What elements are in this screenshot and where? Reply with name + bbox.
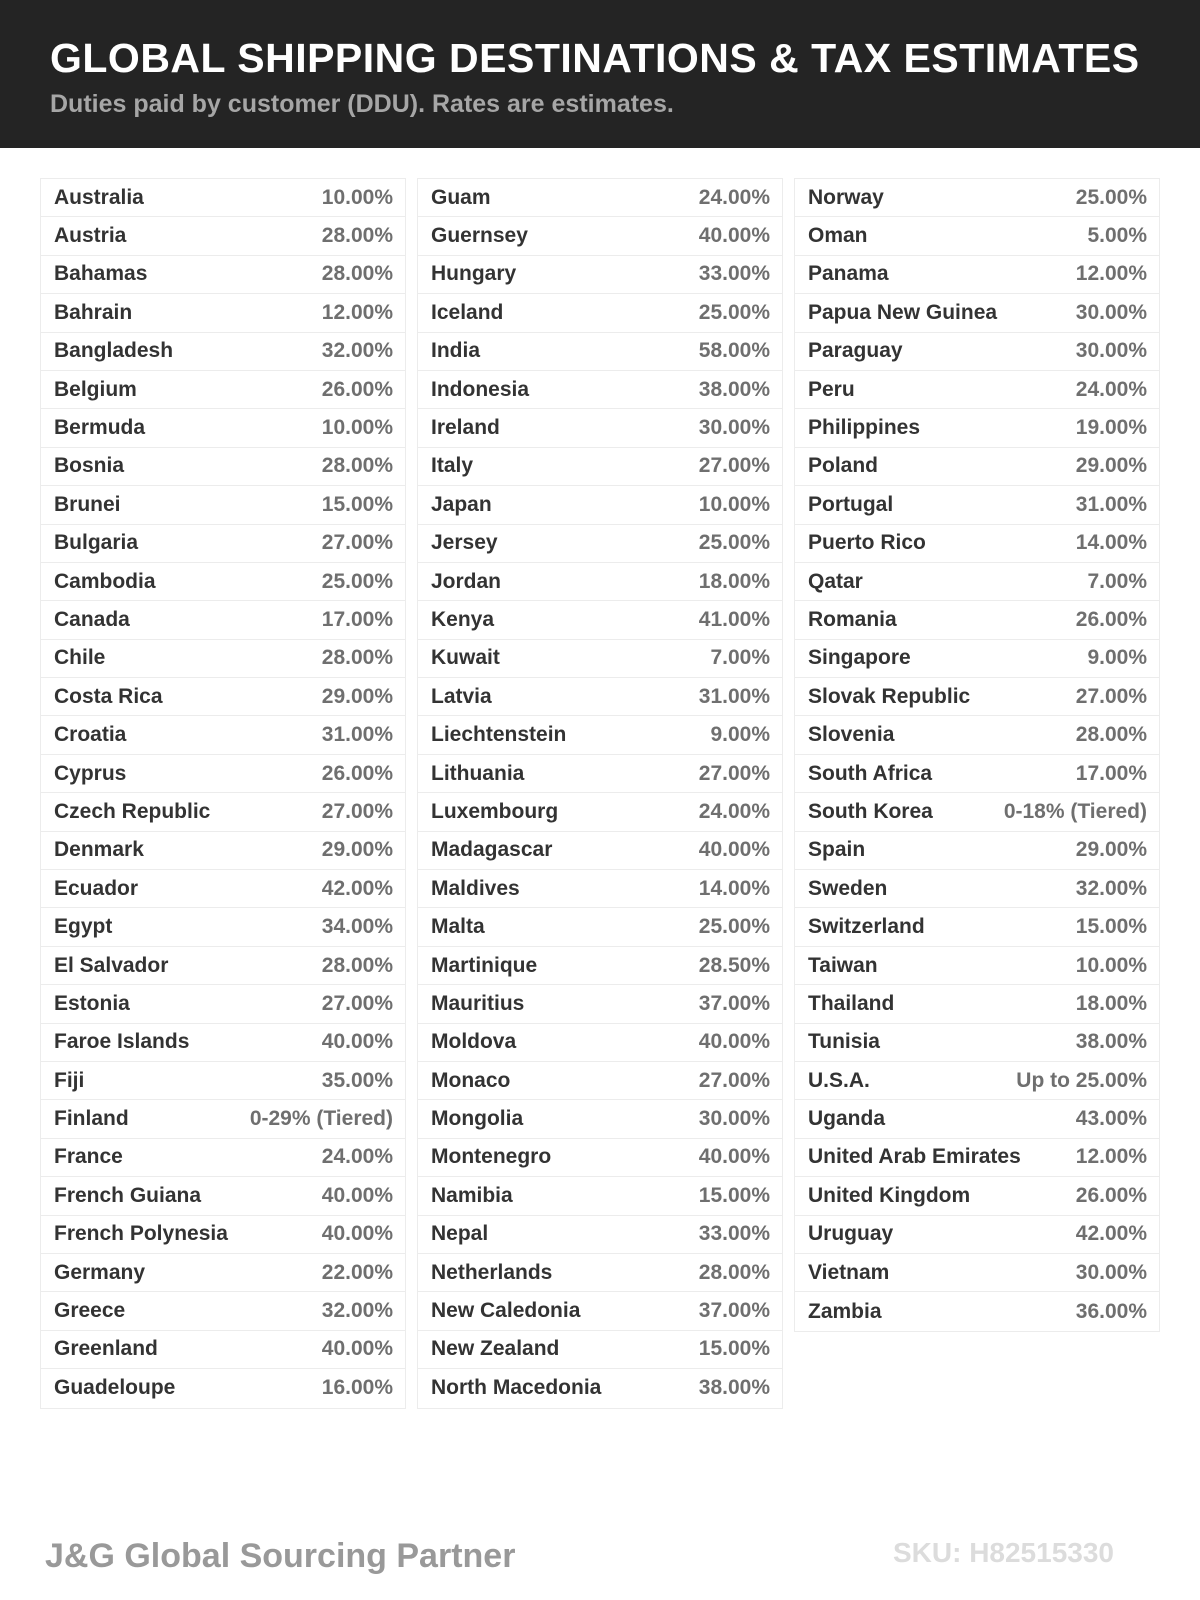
country-name: Austria (54, 224, 127, 248)
table-row (41, 793, 405, 831)
tax-rate: 40.00% (321, 1030, 393, 1054)
brand-footer: J&G Global Sourcing Partner (45, 1537, 516, 1575)
tax-rate: 29.00% (321, 838, 393, 862)
table-row (795, 1139, 1159, 1177)
country-name: Paraguay (808, 339, 903, 363)
country-name: Sweden (808, 876, 888, 900)
tax-rate: 28.00% (321, 262, 393, 286)
tax-rate: 9.00% (1087, 646, 1147, 670)
tax-rate: 34.00% (321, 915, 393, 939)
country-name: India (431, 339, 481, 363)
header-banner (0, 0, 1200, 148)
tax-rate: 40.00% (698, 1030, 770, 1054)
country-name: Vietnam (808, 1260, 890, 1284)
country-name: Thailand (808, 991, 895, 1015)
table-row (41, 601, 405, 639)
tax-rate: 30.00% (1075, 1260, 1147, 1284)
tax-rate: 24.00% (321, 1145, 393, 1169)
country-name: Taiwan (808, 953, 878, 977)
tax-rate: 27.00% (321, 799, 393, 823)
country-name: Peru (808, 377, 855, 401)
country-name: Italy (431, 454, 474, 478)
country-name: Germany (54, 1260, 146, 1284)
country-name: Madagascar (431, 838, 553, 862)
tax-rate: 9.00% (710, 723, 770, 747)
table-row (795, 755, 1159, 793)
table-row (795, 1254, 1159, 1292)
tax-rate: 0-18% (Tiered) (1003, 799, 1147, 823)
table-row (795, 678, 1159, 716)
country-name: Luxembourg (431, 799, 559, 823)
table-row (795, 716, 1159, 754)
table-row (795, 256, 1159, 294)
country-name: Bosnia (54, 454, 125, 478)
country-name: U.S.A. (808, 1068, 870, 1092)
tax-rate: 10.00% (1075, 953, 1147, 977)
country-name: France (54, 1145, 123, 1169)
table-row (41, 1177, 405, 1215)
table-row (41, 1254, 405, 1292)
table-row (418, 793, 782, 831)
table-row (41, 1062, 405, 1100)
country-name: Cambodia (54, 569, 156, 593)
tax-rate: 17.00% (1075, 761, 1147, 785)
tax-rate: 40.00% (698, 224, 770, 248)
table-row (795, 179, 1159, 217)
table-row (41, 563, 405, 601)
table-row (795, 1177, 1159, 1215)
rates-table (0, 148, 1200, 1409)
country-name: Mauritius (431, 991, 525, 1015)
tax-rate: 40.00% (321, 1183, 393, 1207)
table-row (41, 448, 405, 486)
table-row (418, 409, 782, 447)
table-row (41, 1292, 405, 1330)
table-row (795, 217, 1159, 255)
rates-column-3 (794, 178, 1160, 1332)
table-row (795, 1292, 1159, 1330)
table-row (41, 294, 405, 332)
country-name: Moldova (431, 1030, 517, 1054)
tax-rate: 28.00% (698, 1260, 770, 1284)
country-name: Maldives (431, 876, 520, 900)
table-row (41, 333, 405, 371)
table-row (41, 217, 405, 255)
table-row (41, 947, 405, 985)
country-name: Mongolia (431, 1107, 524, 1131)
tax-rate: 40.00% (698, 1145, 770, 1169)
tax-rate: 40.00% (698, 838, 770, 862)
table-row (795, 486, 1159, 524)
country-name: Latvia (431, 684, 492, 708)
tax-rate: 38.00% (698, 377, 770, 401)
country-name: Jordan (431, 569, 502, 593)
table-row (41, 640, 405, 678)
table-row (418, 716, 782, 754)
table-row (795, 333, 1159, 371)
tax-rate: 10.00% (321, 416, 393, 440)
tax-rate: 32.00% (321, 1299, 393, 1323)
tax-rate: 38.00% (698, 1376, 770, 1400)
tax-rate: 28.00% (321, 646, 393, 670)
table-row (795, 870, 1159, 908)
table-row (795, 294, 1159, 332)
table-row (41, 1369, 405, 1407)
sku-label: SKU: H82515330 (892, 1537, 1114, 1568)
rates-column-1 (40, 178, 406, 1409)
table-row (41, 678, 405, 716)
country-name: Denmark (54, 838, 144, 862)
country-name: Martinique (431, 953, 538, 977)
table-row (795, 947, 1159, 985)
tax-rate: 27.00% (321, 531, 393, 555)
tax-rate: 35.00% (321, 1068, 393, 1092)
country-name: Ireland (431, 416, 500, 440)
tax-rate: 31.00% (698, 684, 770, 708)
tax-rate: 29.00% (321, 684, 393, 708)
country-name: Croatia (54, 723, 127, 747)
tax-rate: 58.00% (698, 339, 770, 363)
tax-rate: 15.00% (698, 1183, 770, 1207)
table-row (418, 371, 782, 409)
country-name: French Guiana (54, 1183, 202, 1207)
table-row (795, 525, 1159, 563)
country-name: Norway (808, 185, 884, 209)
country-name: Canada (54, 607, 130, 631)
tax-rate: 19.00% (1075, 416, 1147, 440)
tax-rate: 30.00% (698, 416, 770, 440)
country-name: New Zealand (431, 1337, 560, 1361)
table-row (795, 409, 1159, 447)
country-name: Romania (808, 607, 897, 631)
table-row (418, 1216, 782, 1254)
table-row (418, 256, 782, 294)
tax-rate: 10.00% (698, 492, 770, 516)
country-name: Bahrain (54, 300, 133, 324)
country-name: United Arab Emirates (808, 1145, 1021, 1169)
tax-rate: 40.00% (321, 1222, 393, 1246)
country-name: Netherlands (431, 1260, 553, 1284)
tax-rate: 41.00% (698, 607, 770, 631)
country-name: Singapore (808, 646, 911, 670)
table-row (41, 908, 405, 946)
rates-column-2 (417, 178, 783, 1409)
tax-rate: 18.00% (1075, 991, 1147, 1015)
tax-rate: 36.00% (1075, 1299, 1147, 1323)
country-name: Philippines (808, 416, 921, 440)
country-name: South Korea (808, 799, 933, 823)
tax-rate: 32.00% (321, 339, 393, 363)
country-name: Papua New Guinea (808, 300, 998, 324)
table-row (41, 179, 405, 217)
tax-rate: 30.00% (1075, 300, 1147, 324)
table-row (795, 371, 1159, 409)
table-row (41, 716, 405, 754)
table-row (41, 371, 405, 409)
tax-rate: Up to 25.00% (1016, 1068, 1147, 1092)
country-name: Slovak Republic (808, 684, 971, 708)
country-name: Tunisia (808, 1030, 880, 1054)
country-name: Namibia (431, 1183, 513, 1207)
table-row (418, 1369, 782, 1407)
country-name: Egypt (54, 915, 113, 939)
tax-rate: 16.00% (321, 1376, 393, 1400)
table-row (418, 985, 782, 1023)
tax-rate: 26.00% (321, 377, 393, 401)
country-name: South Africa (808, 761, 933, 785)
table-row (418, 755, 782, 793)
country-name: El Salvador (54, 953, 169, 977)
tax-rate: 31.00% (321, 723, 393, 747)
tax-rate: 27.00% (698, 761, 770, 785)
tax-rate: 42.00% (321, 876, 393, 900)
country-name: Portugal (808, 492, 894, 516)
country-name: Guadeloupe (54, 1376, 176, 1400)
tax-rate: 29.00% (1075, 454, 1147, 478)
tax-rate: 27.00% (698, 454, 770, 478)
country-name: Bangladesh (54, 339, 174, 363)
country-name: Brunei (54, 492, 121, 516)
table-row (795, 832, 1159, 870)
table-row (418, 640, 782, 678)
table-row (795, 448, 1159, 486)
tax-rate: 24.00% (1075, 377, 1147, 401)
country-name: Nepal (431, 1222, 489, 1246)
table-row (41, 985, 405, 1023)
country-name: Ecuador (54, 876, 139, 900)
tax-rate: 31.00% (1075, 492, 1147, 516)
tax-rate: 18.00% (698, 569, 770, 593)
country-name: North Macedonia (431, 1376, 602, 1400)
country-name: Greenland (54, 1337, 158, 1361)
tax-rate: 33.00% (698, 262, 770, 286)
country-name: French Polynesia (54, 1222, 228, 1246)
table-row (795, 1024, 1159, 1062)
table-row (418, 333, 782, 371)
table-row (418, 1139, 782, 1177)
tax-rate: 27.00% (1075, 684, 1147, 708)
table-row (418, 1062, 782, 1100)
country-name: Japan (431, 492, 492, 516)
tax-rate: 25.00% (1075, 185, 1147, 209)
table-row (41, 409, 405, 447)
tax-rate: 29.00% (1075, 838, 1147, 862)
tax-rate: 33.00% (698, 1222, 770, 1246)
table-row (795, 1100, 1159, 1138)
tax-rate: 26.00% (1075, 607, 1147, 631)
country-name: Montenegro (431, 1145, 552, 1169)
tax-rate: 40.00% (321, 1337, 393, 1361)
table-row (795, 908, 1159, 946)
tax-rate: 38.00% (1075, 1030, 1147, 1054)
table-row (795, 563, 1159, 601)
country-name: Bermuda (54, 416, 146, 440)
country-name: New Caledonia (431, 1299, 581, 1323)
table-row (418, 947, 782, 985)
country-name: Oman (808, 224, 868, 248)
tax-rate: 12.00% (1075, 1145, 1147, 1169)
table-row (41, 832, 405, 870)
country-name: Jersey (431, 531, 498, 555)
tax-rate: 28.00% (321, 953, 393, 977)
country-name: Qatar (808, 569, 863, 593)
table-row (795, 601, 1159, 639)
tax-rate: 17.00% (321, 607, 393, 631)
tax-rate: 5.00% (1087, 224, 1147, 248)
country-name: Chile (54, 646, 106, 670)
country-name: United Kingdom (808, 1183, 971, 1207)
tax-rate: 25.00% (321, 569, 393, 593)
tax-rate: 28.50% (698, 953, 770, 977)
country-name: Slovenia (808, 723, 895, 747)
table-row (41, 1216, 405, 1254)
country-name: Faroe Islands (54, 1030, 190, 1054)
country-name: Guam (431, 185, 491, 209)
table-row (41, 870, 405, 908)
country-name: Hungary (431, 262, 517, 286)
country-name: Spain (808, 838, 866, 862)
table-row (41, 486, 405, 524)
table-row (418, 1177, 782, 1215)
table-row (418, 525, 782, 563)
tax-rate: 7.00% (710, 646, 770, 670)
country-name: Malta (431, 915, 485, 939)
tax-rate: 12.00% (321, 300, 393, 324)
country-name: Panama (808, 262, 889, 286)
tax-rate: 22.00% (321, 1260, 393, 1284)
table-row (41, 1331, 405, 1369)
table-row (41, 525, 405, 563)
country-name: Zambia (808, 1299, 882, 1323)
page-title: GLOBAL SHIPPING DESTINATIONS & TAX ESTIMATES (50, 35, 1140, 81)
country-name: Switzerland (808, 915, 925, 939)
table-row (418, 1254, 782, 1292)
tax-rate: 24.00% (698, 799, 770, 823)
table-row (418, 294, 782, 332)
country-name: Liechtenstein (431, 723, 567, 747)
country-name: Uruguay (808, 1222, 894, 1246)
tax-rate: 28.00% (321, 454, 393, 478)
table-row (41, 755, 405, 793)
tax-rate: 26.00% (1075, 1183, 1147, 1207)
tax-rate: 25.00% (698, 300, 770, 324)
country-name: Puerto Rico (808, 531, 926, 555)
country-name: Australia (54, 185, 144, 209)
country-name: Cyprus (54, 761, 127, 785)
country-name: Iceland (431, 300, 504, 324)
tax-rate: 14.00% (698, 876, 770, 900)
tax-rate: 12.00% (1075, 262, 1147, 286)
table-row (795, 793, 1159, 831)
country-name: Guernsey (431, 224, 528, 248)
table-row (418, 1024, 782, 1062)
tax-rate: 37.00% (698, 991, 770, 1015)
tax-rate: 37.00% (698, 1299, 770, 1323)
table-row (795, 640, 1159, 678)
table-row (795, 1216, 1159, 1254)
country-name: Greece (54, 1299, 126, 1323)
country-name: Monaco (431, 1068, 511, 1092)
tax-rate: 32.00% (1075, 876, 1147, 900)
country-name: Bulgaria (54, 531, 139, 555)
country-name: Bahamas (54, 262, 148, 286)
country-name: Belgium (54, 377, 137, 401)
table-row (418, 448, 782, 486)
tax-rate: 43.00% (1075, 1107, 1147, 1131)
tax-rate: 30.00% (698, 1107, 770, 1131)
tax-rate: 15.00% (321, 492, 393, 516)
table-row (418, 1331, 782, 1369)
table-row (41, 1100, 405, 1138)
table-row (418, 678, 782, 716)
tax-rate: 27.00% (698, 1068, 770, 1092)
tax-rate: 26.00% (321, 761, 393, 785)
country-name: Indonesia (431, 377, 530, 401)
tax-rate: 10.00% (321, 185, 393, 209)
table-row (418, 601, 782, 639)
tax-rate: 30.00% (1075, 339, 1147, 363)
tax-rate: 42.00% (1075, 1222, 1147, 1246)
tax-rate: 15.00% (1075, 915, 1147, 939)
tax-rate: 28.00% (321, 224, 393, 248)
table-row (418, 832, 782, 870)
table-row (418, 1100, 782, 1138)
table-row (795, 1062, 1159, 1100)
tax-rate: 14.00% (1075, 531, 1147, 555)
country-name: Poland (808, 454, 879, 478)
table-row (418, 908, 782, 946)
tax-rate: 0-29% (Tiered) (249, 1107, 393, 1131)
country-name: Czech Republic (54, 799, 211, 823)
table-row (41, 1024, 405, 1062)
table-row (418, 563, 782, 601)
tax-rate: 25.00% (698, 531, 770, 555)
country-name: Uganda (808, 1107, 886, 1131)
table-row (418, 870, 782, 908)
table-row (41, 256, 405, 294)
country-name: Costa Rica (54, 684, 163, 708)
country-name: Kenya (431, 607, 495, 631)
table-row (41, 1139, 405, 1177)
country-name: Fiji (54, 1068, 85, 1092)
table-row (418, 179, 782, 217)
country-name: Kuwait (431, 646, 500, 670)
country-name: Lithuania (431, 761, 525, 785)
tax-rate: 25.00% (698, 915, 770, 939)
tax-rate: 27.00% (321, 991, 393, 1015)
tax-rate: 15.00% (698, 1337, 770, 1361)
tax-rate: 7.00% (1087, 569, 1147, 593)
table-row (418, 1292, 782, 1330)
tax-rate: 24.00% (698, 185, 770, 209)
table-row (418, 486, 782, 524)
page-subtitle: Duties paid by customer (DDU). Rates are estimates. (50, 90, 674, 119)
country-name: Estonia (54, 991, 130, 1015)
table-row (418, 217, 782, 255)
country-name: Finland (54, 1107, 129, 1131)
table-row (795, 985, 1159, 1023)
tax-rate: 28.00% (1075, 723, 1147, 747)
